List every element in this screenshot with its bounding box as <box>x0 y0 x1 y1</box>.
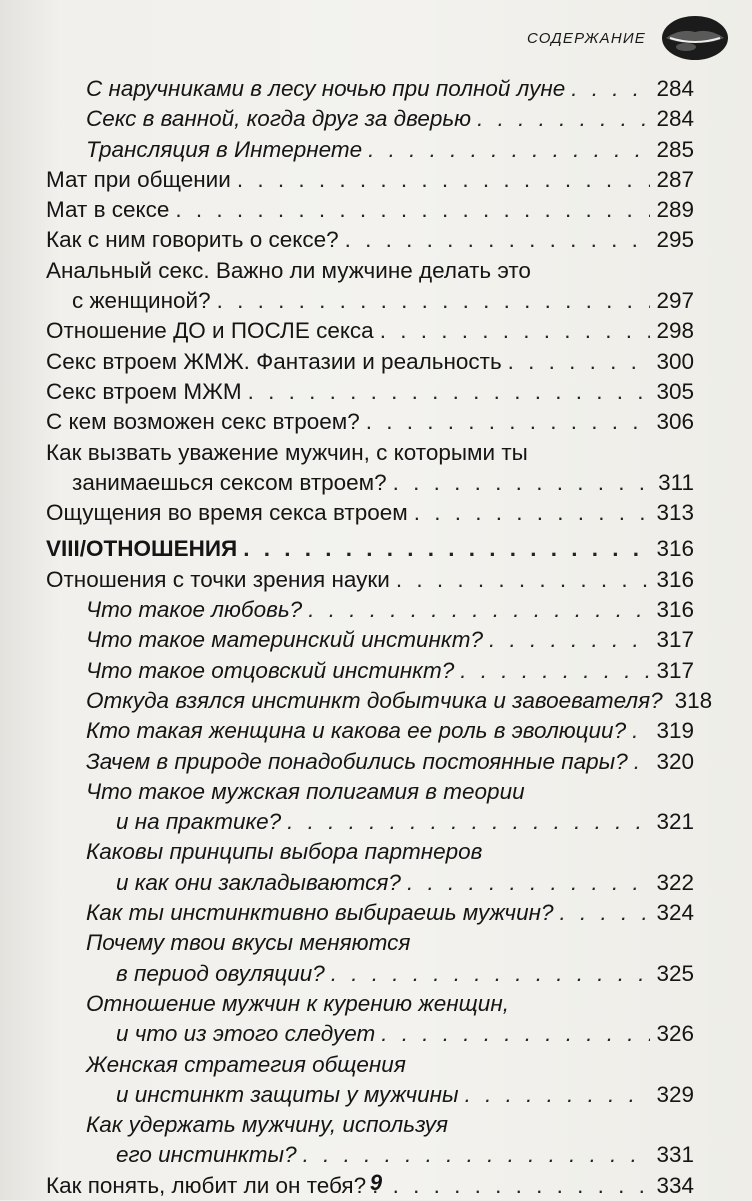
running-header <box>527 14 730 62</box>
toc-entry-line <box>46 286 694 316</box>
toc-entry-line <box>86 989 694 1019</box>
toc-entry-title: и что из этого следует <box>116 1021 376 1047</box>
toc-entry-title: Откуда взялся инстинкт добытчика и завоевателя? <box>86 687 663 713</box>
toc-entry-line <box>86 74 694 104</box>
toc-entry <box>46 686 713 716</box>
leader-dots <box>303 1140 651 1170</box>
leader-dots <box>508 347 651 377</box>
toc-entry-page: 318 <box>674 687 713 713</box>
toc-entry-title: и на практике? <box>116 809 282 835</box>
toc-entry-title: С наручниками в лесу ночью при полной луне <box>86 76 566 101</box>
toc-entry-page: 284 <box>656 76 694 101</box>
toc-entry <box>46 74 694 104</box>
toc-entry-page: 334 <box>656 1172 694 1198</box>
toc-entry <box>46 165 694 195</box>
toc-entry-line <box>46 347 694 377</box>
toc-entry-title: VIII/ОТНОШЕНИЯ <box>46 536 238 562</box>
leader-dots <box>368 135 650 165</box>
toc-entry-title: Анальный секс. Важно ли мужчине делать это <box>46 257 531 283</box>
toc-entry-title: Как понять, любит ли он тебя? <box>46 1172 367 1198</box>
toc-entry-line <box>86 1019 694 1049</box>
toc-entry-line <box>86 1050 694 1080</box>
toc-entry-title: Мат при общении <box>46 166 231 192</box>
toc-entry <box>46 989 694 1050</box>
toc-entry-line <box>86 928 694 958</box>
toc-entry <box>46 316 694 346</box>
leader-dots <box>248 377 651 407</box>
toc-entry-line <box>46 438 694 468</box>
toc-entry-page: 329 <box>656 1081 694 1107</box>
toc-entry-title: Мат в сексе <box>46 197 170 223</box>
toc-entry-title: в период овуляции? <box>116 960 325 986</box>
toc-entry-page: 319 <box>656 718 694 744</box>
toc-entry-title: Женская стратегия общения <box>86 1051 406 1077</box>
leader-dots <box>345 225 651 255</box>
toc-entry <box>46 716 694 746</box>
toc-entry-line <box>86 898 694 928</box>
leader-dots <box>381 1019 650 1049</box>
toc-entry-page: 287 <box>656 166 694 192</box>
toc-entry-line <box>46 565 694 595</box>
toc-entry-line <box>86 807 694 837</box>
toc-entry-title: с женщиной? <box>72 288 211 314</box>
toc-entry-page: 298 <box>656 318 694 344</box>
toc-entry-page: 306 <box>656 409 694 435</box>
toc-entry-title: Как вызвать уважение мужчин, с которыми ты <box>46 439 528 465</box>
toc-entry <box>46 377 694 407</box>
toc-entry-line <box>86 656 694 686</box>
leader-dots <box>380 316 651 346</box>
toc-entry <box>46 135 694 165</box>
toc-entry <box>46 256 694 317</box>
toc-entry-line <box>46 468 694 498</box>
toc-entry-page: 313 <box>656 500 694 526</box>
leader-dots <box>366 407 651 437</box>
toc-entry-page: 326 <box>656 1021 694 1047</box>
leader-dots <box>560 898 651 928</box>
leader-dots <box>489 625 650 655</box>
toc-entry <box>46 837 694 898</box>
toc-entry-title: его инстинкты? <box>116 1142 297 1168</box>
leader-dots <box>465 1080 651 1110</box>
toc-entry-line <box>46 377 694 407</box>
toc-entry-page: 325 <box>656 960 694 986</box>
toc-entry <box>46 498 694 528</box>
toc-entry-line <box>86 747 694 777</box>
toc-entry-line <box>46 534 694 564</box>
toc-entry-line <box>86 135 694 165</box>
toc-entry-page: 316 <box>656 536 694 562</box>
toc-entry <box>46 928 694 989</box>
toc-entry <box>46 225 694 255</box>
leader-dots <box>287 807 650 837</box>
toc-entry-title: Что такое отцовский инстинкт? <box>86 657 455 683</box>
toc-entry-line <box>86 595 694 625</box>
table-of-contents <box>46 74 713 1201</box>
leader-dots <box>460 656 650 686</box>
leader-dots <box>634 747 651 777</box>
toc-entry <box>46 565 694 595</box>
toc-entry <box>46 1110 694 1171</box>
toc-entry-line <box>86 686 713 716</box>
toc-entry-page: 317 <box>656 657 694 683</box>
toc-entry-title: и как они закладываются? <box>116 869 401 895</box>
toc-entry <box>46 898 694 928</box>
leader-dots <box>308 595 650 625</box>
toc-entry-title: Зачем в природе понадобились постоянные пары? <box>86 748 628 774</box>
leader-dots <box>331 959 651 989</box>
toc-entry-line <box>86 1140 694 1170</box>
toc-entry-page: 297 <box>656 288 694 314</box>
toc-entry-page: 311 <box>658 469 694 495</box>
toc-entry-page: 316 <box>656 597 694 623</box>
toc-entry-page: 295 <box>656 227 694 253</box>
toc-entry-title: занимаешься сексом втроем? <box>72 469 387 495</box>
leader-dots <box>243 534 650 564</box>
leader-dots <box>175 195 650 225</box>
toc-entry-page: 300 <box>656 348 694 374</box>
leader-dots <box>217 286 651 316</box>
toc-entry-page: 322 <box>656 869 694 895</box>
leader-dots <box>414 498 651 528</box>
leader-dots <box>632 716 650 746</box>
toc-entry-line <box>86 625 694 655</box>
toc-entry-page: 289 <box>656 197 694 223</box>
running-header-title: СОДЕРЖАНИЕ <box>526 29 646 47</box>
leader-dots <box>396 565 651 595</box>
toc-entry-title: Секс втроем МЖМ <box>46 378 242 404</box>
toc-entry <box>46 595 694 625</box>
toc-entry-title: Как ты инстинктивно выбираешь мужчин? <box>86 900 554 926</box>
toc-entry-page: 321 <box>656 809 694 835</box>
toc-entry-page: 331 <box>656 1142 694 1168</box>
toc-entry <box>46 195 694 225</box>
toc-section-heading <box>46 534 694 564</box>
toc-entry-title: Трансляция в Интернете <box>86 136 363 162</box>
page-number: 9 <box>369 1170 383 1195</box>
toc-entry-title: Кто такая женщина и какова ее роль в эволюции? <box>86 718 627 744</box>
toc-entry-title: Ощущения во время секса втроем <box>46 500 408 526</box>
toc-entry-title: Отношение ДО и ПОСЛЕ секса <box>46 318 374 344</box>
toc-entry <box>46 1050 694 1111</box>
toc-entry-title: Секс втроем ЖМЖ. Фантазии и реальность <box>46 348 502 374</box>
toc-entry-line <box>86 777 694 807</box>
leader-dots <box>477 104 650 134</box>
toc-entry-title: Отношение мужчин к курению женщин, <box>86 990 509 1016</box>
toc-entry-line <box>86 104 694 134</box>
toc-entry-title: Каковы принципы выбора партнеров <box>86 839 483 865</box>
toc-entry-page: 285 <box>656 136 694 162</box>
toc-entry-line <box>46 256 694 286</box>
toc-entry <box>46 438 694 499</box>
toc-entry-page: 284 <box>656 106 694 132</box>
toc-entry <box>46 625 694 655</box>
toc-entry-page: 320 <box>656 748 694 774</box>
toc-entry-line <box>86 1110 694 1140</box>
toc-entry-title: Что такое материнский инстинкт? <box>86 627 483 653</box>
toc-entry-page: 324 <box>656 900 694 926</box>
toc-entry-line <box>46 316 694 346</box>
toc-entry-title: Отношения с точки зрения науки <box>46 566 390 592</box>
toc-entry <box>46 777 694 838</box>
toc-entry-page: 316 <box>656 566 694 592</box>
toc-entry <box>46 347 694 377</box>
lips-icon <box>660 14 730 62</box>
toc-entry-title: Почему твои вкусы меняются <box>86 930 411 956</box>
toc-entry-title: Что такое мужская полигамия в теории <box>86 778 525 804</box>
leader-dots <box>407 868 651 898</box>
toc-entry <box>46 104 694 134</box>
toc-entry-line <box>86 1080 694 1110</box>
leader-dots <box>571 74 650 104</box>
leader-dots <box>393 468 652 498</box>
toc-entry-line <box>86 959 694 989</box>
toc-entry-title: и инстинкт защиты у мужчины <box>116 1081 459 1107</box>
toc-entry-title: Как с ним говорить о сексе? <box>46 227 339 253</box>
toc-entry-title: С кем возможен секс втроем? <box>46 409 360 435</box>
toc-entry-line <box>86 868 694 898</box>
toc-entry-line <box>86 716 694 746</box>
toc-entry-page: 317 <box>656 627 694 653</box>
toc-entry <box>46 656 694 686</box>
toc-entry-line <box>46 165 694 195</box>
toc-entry-line <box>46 498 694 528</box>
toc-entry <box>46 407 694 437</box>
toc-entry <box>46 747 694 777</box>
toc-entry-title: Что такое любовь? <box>86 597 303 623</box>
toc-entry-title: Секс в ванной, когда друг за дверью <box>86 106 472 132</box>
toc-entry-line <box>46 407 694 437</box>
toc-entry-line <box>46 225 694 255</box>
toc-entry-title: Как удержать мужчину, используя <box>86 1112 449 1138</box>
toc-entry-line <box>46 195 694 225</box>
toc-entry-page: 305 <box>656 378 694 404</box>
toc-entry-line <box>86 837 694 867</box>
leader-dots <box>237 165 651 195</box>
